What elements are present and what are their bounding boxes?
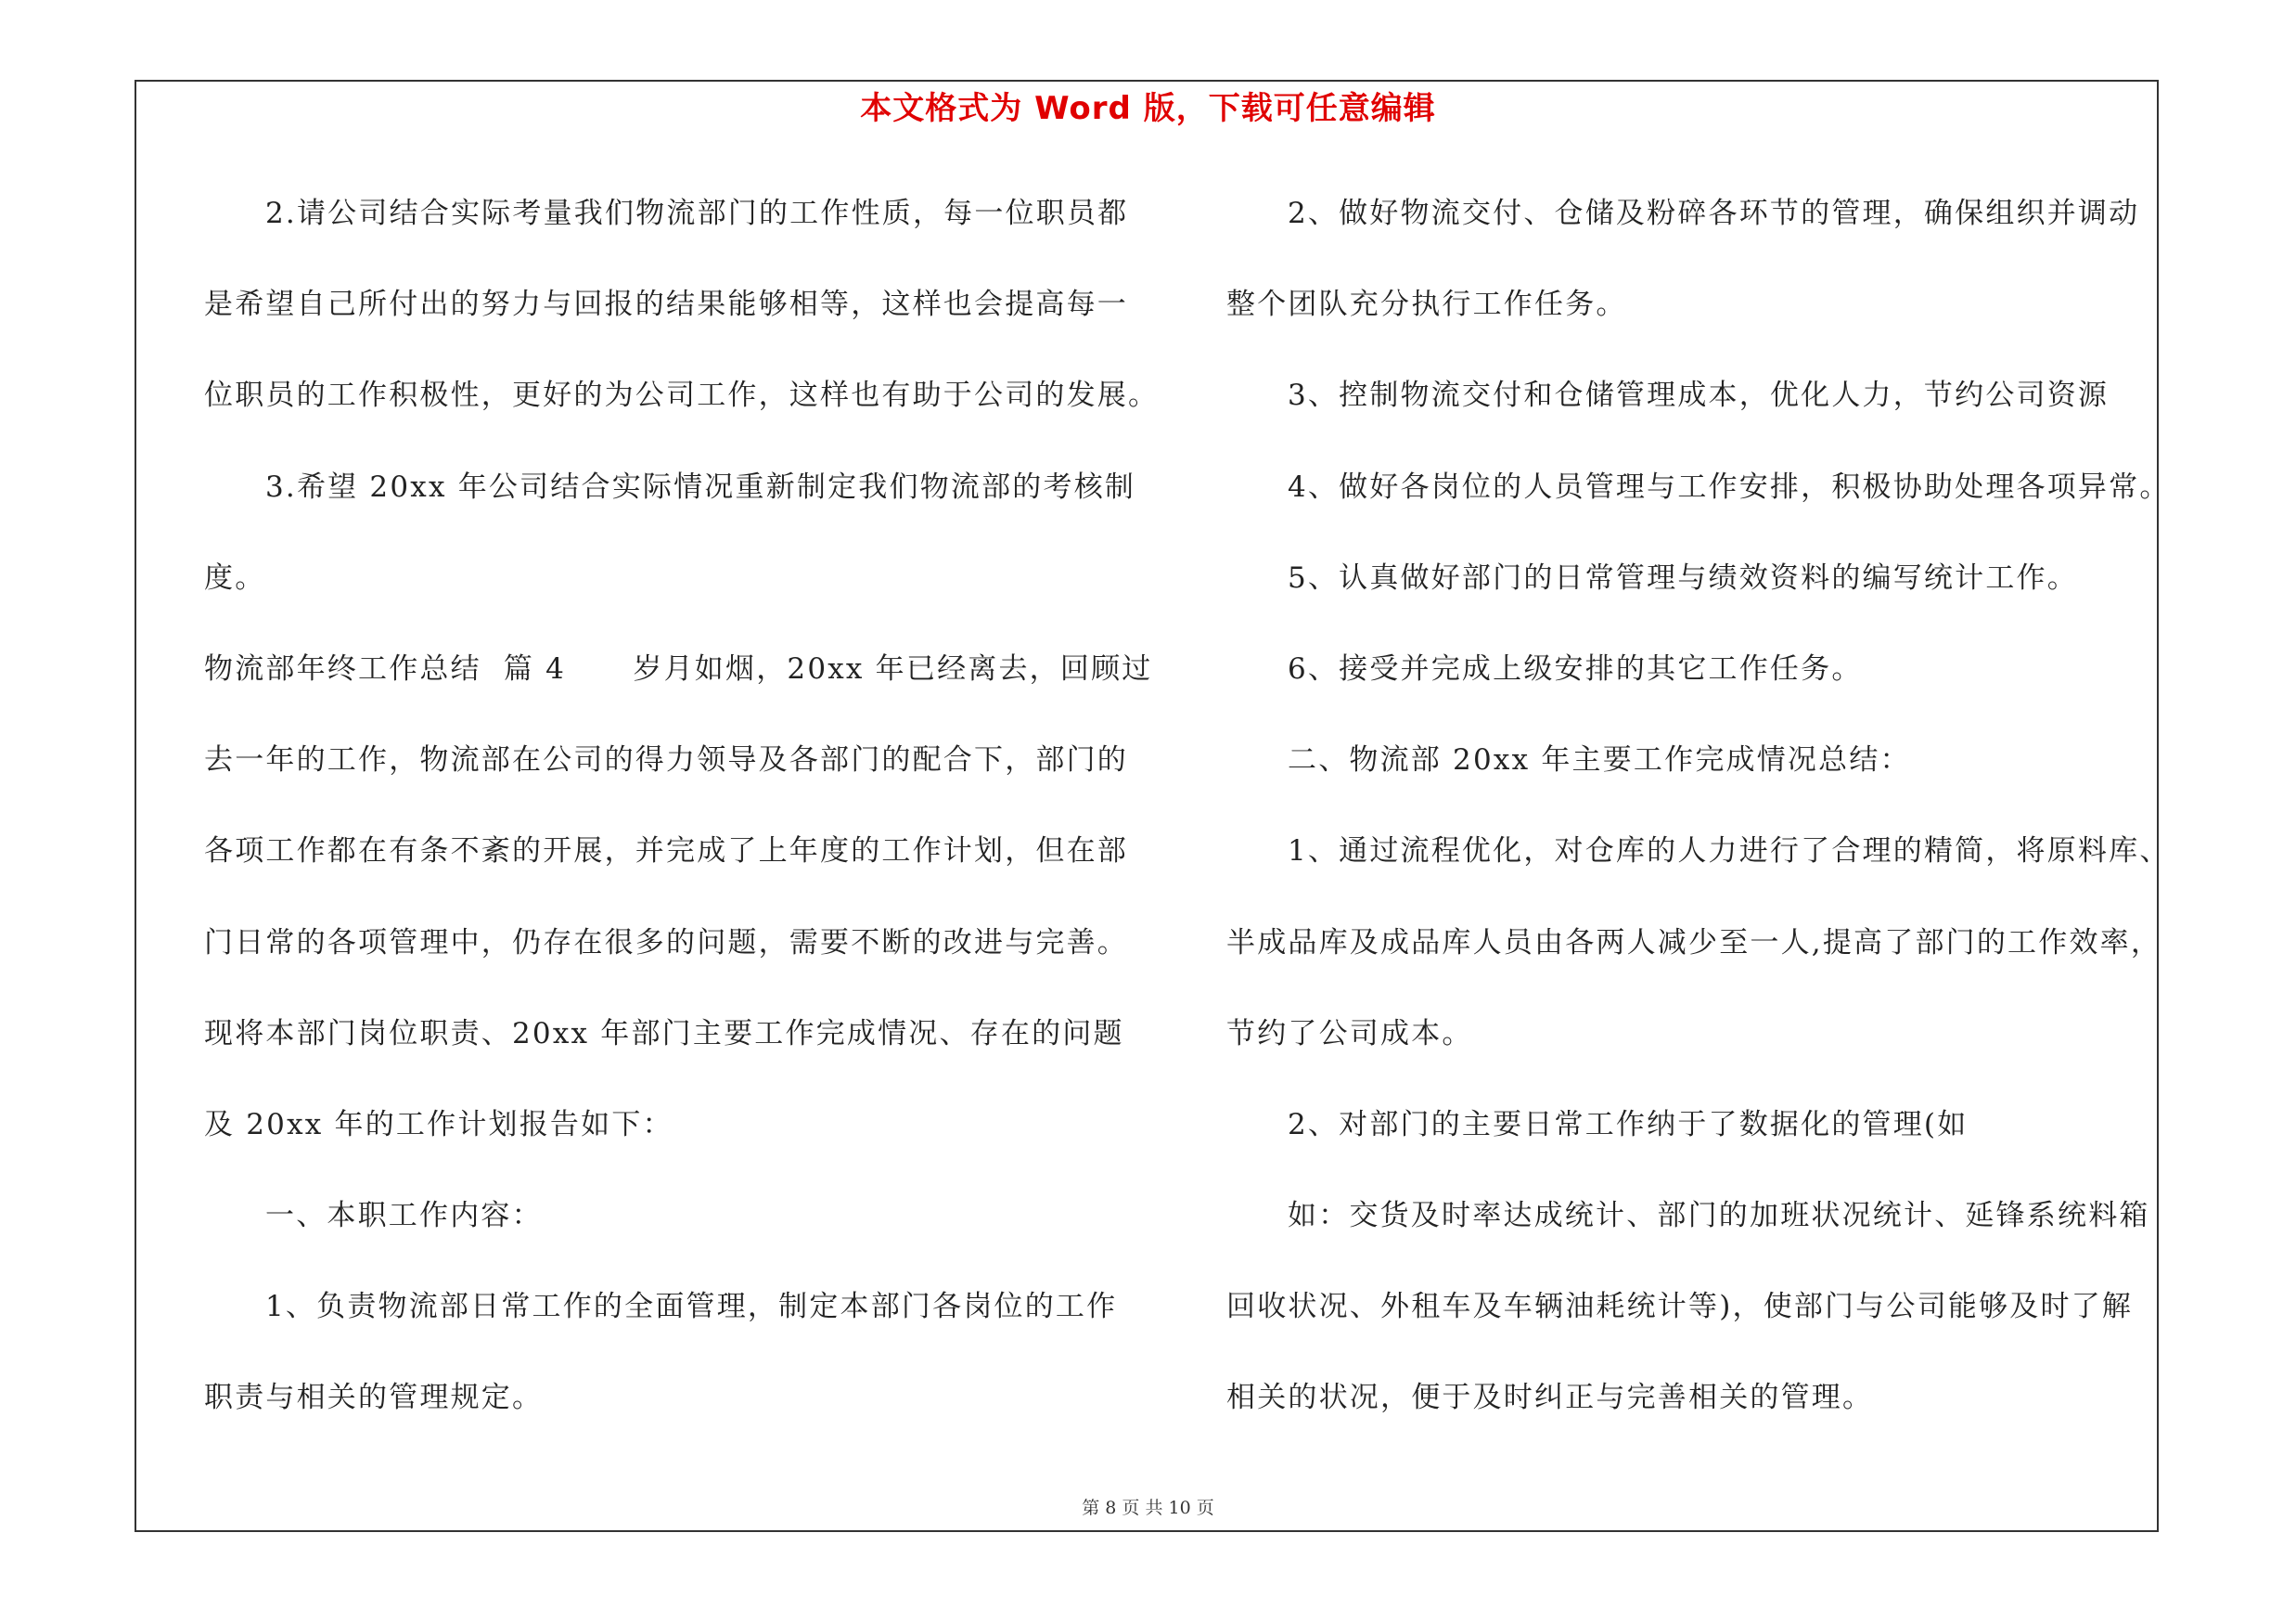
right-column — [1226, 186, 2171, 1462]
paragraph-line: 及 20xx 年的工作计划报告如下： — [204, 1107, 673, 1141]
paragraph-line: 如：交货及时率达成统计、部门的加班状况统计、延锋系统料箱 — [1288, 1199, 2150, 1233]
paragraph-line: 相关的状况，便于及时纠正与完善相关的管理。 — [1226, 1381, 1874, 1415]
paragraph-line: 2.请公司结合实际考量我们物流部门的工作性质，每一位职员都 — [265, 197, 1129, 230]
paragraph-line: 1、通过流程优化，对仓库的人力进行了合理的精简，将原料库、 — [1288, 834, 2171, 869]
paragraph-line: 2、对部门的主要日常工作纳于了数据化的管理(如 — [1288, 1107, 1969, 1141]
paragraph-line: 各项工作都在有条不紊的开展，并完成了上年度的工作计划，但在部 — [204, 834, 1128, 869]
paragraph-line: 半成品库及成品库人员由各两人减少至一人,提高了部门的工作效率， — [1226, 925, 2162, 960]
paragraph-line: 度。 — [204, 560, 266, 595]
paragraph-line: 二、物流部 20xx 年主要工作完成情况总结： — [1288, 743, 1911, 778]
paragraph-line: 位职员的工作积极性，更好的为公司工作，这样也有助于公司的发展。 — [204, 379, 1160, 413]
paragraph-line: 3.希望 20xx 年公司结合实际情况重新制定我们物流部的考核制 — [265, 470, 1136, 504]
paragraph-line: 门日常的各项管理中，仍存在很多的问题，需要不断的改进与完善。 — [204, 925, 1128, 960]
section-heading-line: 物流部年终工作总结 篇 4 岁月如烟，20xx 年已经离去，回顾过 — [204, 651, 1153, 686]
paragraph-line: 3、控制物流交付和仓储管理成本，优化人力，节约公司资源 — [1288, 379, 2110, 413]
paragraph-line: 4、做好各岗位的人员管理与工作安排，积极协助处理各项异常。 — [1288, 470, 2171, 504]
paragraph-line: 6、接受并完成上级安排的其它工作任务。 — [1288, 651, 1863, 686]
header-banner: 本文格式为 Word 版，下载可任意编辑 — [860, 90, 1436, 127]
page-number: 第 8 页 共 10 页 — [1082, 1498, 1214, 1518]
paragraph-line: 职责与相关的管理规定。 — [204, 1381, 544, 1415]
paragraph-line: 1、负责物流部日常工作的全面管理，制定本部门各岗位的工作 — [265, 1290, 1118, 1324]
paragraph-line: 是希望自己所付出的努力与回报的结果能够相等，这样也会提高每一 — [204, 288, 1128, 322]
paragraph-line: 现将本部门岗位职责、20xx 年部门主要工作完成情况、存在的问题 — [204, 1016, 1124, 1050]
paragraph-line: 2、做好物流交付、仓储及粉碎各环节的管理，确保组织并调动 — [1288, 197, 2140, 230]
paragraph-line: 整个团队充分执行工作任务。 — [1226, 288, 1627, 322]
paragraph-line: 节约了公司成本。 — [1226, 1016, 1473, 1050]
left-column — [204, 186, 1160, 1462]
paragraph-line: 一、本职工作内容： — [265, 1199, 543, 1233]
paragraph-line: 去一年的工作，物流部在公司的得力领导及各部门的配合下，部门的 — [204, 743, 1128, 778]
paragraph-line: 回收状况、外租车及车辆油耗统计等)，使部门与公司能够及时了解 — [1226, 1290, 2134, 1324]
paragraph-line: 5、认真做好部门的日常管理与绩效资料的编写统计工作。 — [1288, 560, 2078, 595]
